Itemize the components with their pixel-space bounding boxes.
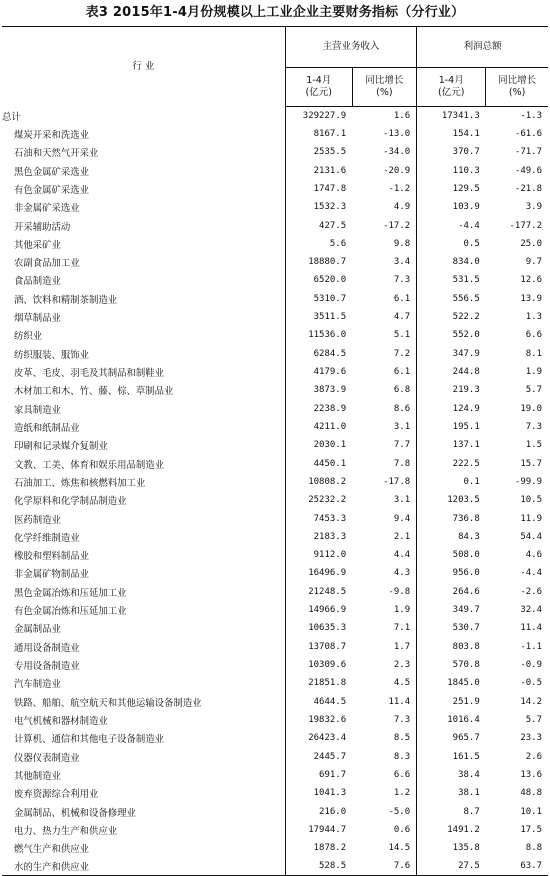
revenue-growth: -17.8 bbox=[383, 476, 411, 487]
profit-value: 244.8 bbox=[417, 363, 486, 381]
revenue-value: 21851.8 bbox=[285, 674, 352, 692]
profit-value: 124.9 bbox=[417, 400, 486, 418]
industry-name: 铁路、船舶、航空航天和其他运输设备制造业 bbox=[14, 697, 202, 709]
revenue-value: 6284.5 bbox=[285, 345, 352, 363]
table-row bbox=[2, 564, 548, 582]
revenue-value: 2131.6 bbox=[285, 161, 352, 179]
profit-value: 161.5 bbox=[417, 747, 486, 765]
revenue-growth: -5.0 bbox=[388, 806, 411, 817]
revenue-growth: -9.8 bbox=[388, 586, 411, 597]
industry-name: 煤炭开采和洗选业 bbox=[14, 129, 90, 141]
profit-growth: 15.7 bbox=[520, 458, 542, 469]
revenue-growth: -13.0 bbox=[383, 128, 411, 139]
profit-value: 556.5 bbox=[417, 290, 486, 308]
profit-growth: 7.3 bbox=[525, 421, 542, 432]
revenue-value: 25232.2 bbox=[285, 491, 352, 509]
profit-value: 27.5 bbox=[417, 857, 486, 875]
table-row bbox=[2, 271, 548, 289]
revenue-growth: 7.3 bbox=[393, 714, 411, 725]
industry-name: 造纸和纸制品业 bbox=[14, 422, 80, 434]
revenue-value: 2445.7 bbox=[285, 747, 352, 765]
profit-value: 1203.5 bbox=[417, 491, 486, 509]
industry-name: 水的生产和供应业 bbox=[2, 857, 285, 875]
revenue-value: 19832.6 bbox=[285, 711, 352, 729]
revenue-value: 17944.7 bbox=[285, 821, 352, 839]
table-row bbox=[2, 674, 548, 692]
table-row bbox=[2, 235, 548, 253]
profit-growth: -1.1 bbox=[520, 641, 542, 652]
revenue-growth: 0.6 bbox=[393, 824, 411, 835]
profit-value: 1845.0 bbox=[417, 674, 486, 692]
profit-value: 84.3 bbox=[417, 528, 486, 546]
table-row bbox=[2, 125, 548, 143]
profit-growth: -21.8 bbox=[514, 183, 542, 194]
table-row bbox=[2, 839, 548, 857]
revenue-value-header-line2: (亿元) bbox=[305, 87, 332, 98]
profit-value: 803.8 bbox=[417, 638, 486, 656]
profit-growth: 5.7 bbox=[525, 385, 542, 396]
profit-value: 530.7 bbox=[417, 619, 486, 637]
profit-growth: -0.9 bbox=[520, 660, 542, 671]
profit-growth: 6.6 bbox=[525, 330, 542, 341]
industry-name: 燃气生产和供应业 bbox=[14, 844, 90, 856]
profit-growth: -99.9 bbox=[514, 476, 542, 487]
revenue-value: 6520.0 bbox=[285, 271, 352, 289]
revenue-growth-header bbox=[352, 68, 417, 107]
revenue-value: 8167.1 bbox=[285, 125, 352, 143]
industry-name: 黑色金属矿采选业 bbox=[14, 166, 90, 178]
industry-name: 金属制品、机械和设备修理业 bbox=[14, 807, 136, 819]
industry-name: 电气机械和器材制造业 bbox=[14, 715, 108, 727]
profit-value: 370.7 bbox=[417, 143, 486, 161]
profit-growth: 12.6 bbox=[520, 275, 542, 286]
row-header: 行 业 bbox=[2, 27, 285, 107]
revenue-growth: 4.9 bbox=[393, 202, 411, 213]
profit-value: 17341.3 bbox=[417, 107, 486, 125]
revenue-value: 1041.3 bbox=[285, 784, 352, 802]
revenue-value: 3873.9 bbox=[285, 381, 352, 399]
revenue-growth: 4.7 bbox=[393, 312, 411, 323]
table-row bbox=[2, 619, 548, 637]
revenue-value: 691.7 bbox=[285, 766, 352, 784]
profit-value: 956.0 bbox=[417, 564, 486, 582]
profit-growth: -71.7 bbox=[514, 147, 542, 158]
revenue-growth: 4.4 bbox=[393, 550, 411, 561]
profit-growth: 3.9 bbox=[525, 202, 542, 213]
industry-name: 有色金属矿采选业 bbox=[14, 184, 90, 196]
profit-value: 264.6 bbox=[417, 583, 486, 601]
profit-growth: 4.6 bbox=[525, 550, 542, 561]
revenue-growth: 3.1 bbox=[393, 495, 411, 506]
profit-value-header-line1: 1-4月 bbox=[438, 75, 464, 86]
industry-name: 酒、饮料和精制茶制造业 bbox=[14, 294, 118, 306]
revenue-value-header-line1: 1-4月 bbox=[306, 75, 332, 86]
revenue-value: 11536.0 bbox=[285, 326, 352, 344]
profit-value: 0.1 bbox=[417, 473, 486, 491]
revenue-value: 10635.3 bbox=[285, 619, 352, 637]
industry-name: 化学纤维制造业 bbox=[14, 532, 80, 544]
table-row bbox=[2, 747, 548, 765]
revenue-growth: 8.5 bbox=[393, 733, 411, 744]
profit-growth: 10.1 bbox=[520, 806, 542, 817]
industry-name: 农副食品加工业 bbox=[14, 258, 80, 270]
profit-growth: 32.4 bbox=[520, 605, 542, 616]
profit-growth: 8.1 bbox=[525, 348, 542, 359]
revenue-growth: 9.4 bbox=[393, 513, 411, 524]
profit-value: 1491.2 bbox=[417, 821, 486, 839]
profit-growth: 1.5 bbox=[525, 440, 542, 451]
table-row bbox=[2, 546, 548, 564]
table-row bbox=[2, 143, 548, 161]
profit-growth: 5.7 bbox=[525, 714, 542, 725]
revenue-growth: 1.9 bbox=[393, 605, 411, 616]
table-row bbox=[2, 528, 548, 546]
revenue-value: 16496.9 bbox=[285, 564, 352, 582]
profit-growth: 17.5 bbox=[520, 824, 542, 835]
profit-value: 834.0 bbox=[417, 253, 486, 271]
profit-value: 522.2 bbox=[417, 308, 486, 326]
revenue-growth: 14.5 bbox=[388, 843, 411, 854]
industry-name: 文教、工美、体育和娱乐用品制造业 bbox=[14, 459, 165, 471]
profit-growth: 13.9 bbox=[520, 293, 542, 304]
revenue-growth: -20.9 bbox=[383, 165, 411, 176]
table-row bbox=[2, 400, 548, 418]
profit-value: 1016.4 bbox=[417, 711, 486, 729]
revenue-growth: 7.6 bbox=[352, 857, 417, 875]
revenue-value: 5310.7 bbox=[285, 290, 352, 308]
profit-growth: 9.7 bbox=[525, 257, 542, 268]
revenue-growth: 3.4 bbox=[393, 257, 411, 268]
revenue-growth: 5.1 bbox=[393, 330, 411, 341]
profit-growth: 14.2 bbox=[520, 696, 542, 707]
revenue-growth: 7.1 bbox=[393, 623, 411, 634]
revenue-growth: 8.6 bbox=[393, 403, 411, 414]
table-row bbox=[2, 107, 548, 125]
revenue-value: 216.0 bbox=[285, 802, 352, 820]
table-row bbox=[2, 638, 548, 656]
revenue-growth: 1.7 bbox=[393, 641, 411, 652]
industry-name: 食品制造业 bbox=[14, 276, 61, 288]
profit-group-header: 利润总额 bbox=[417, 27, 548, 68]
profit-value-header bbox=[417, 68, 486, 107]
table-row bbox=[2, 857, 548, 875]
table-row bbox=[2, 711, 548, 729]
industry-name: 其他采矿业 bbox=[14, 239, 61, 251]
industry-name: 家具制造业 bbox=[14, 404, 61, 416]
table-row bbox=[2, 308, 548, 326]
revenue-growth: -1.2 bbox=[388, 183, 411, 194]
profit-value: 965.7 bbox=[417, 729, 486, 747]
table-row bbox=[2, 601, 548, 619]
profit-growth: 10.5 bbox=[520, 495, 542, 506]
table-row bbox=[2, 253, 548, 271]
profit-growth-header bbox=[486, 68, 548, 107]
industry-name: 仪器仪表制造业 bbox=[14, 752, 80, 764]
industry-name: 木材加工和木、竹、藤、棕、草制品业 bbox=[14, 386, 174, 398]
profit-growth: -4.4 bbox=[520, 568, 542, 579]
revenue-growth: 8.3 bbox=[393, 751, 411, 762]
revenue-value: 2535.5 bbox=[285, 143, 352, 161]
revenue-growth: 6.6 bbox=[393, 769, 411, 780]
revenue-value: 1747.8 bbox=[285, 180, 352, 198]
industry-name: 汽车制造业 bbox=[14, 679, 61, 691]
table-row bbox=[2, 491, 548, 509]
table-row bbox=[2, 363, 548, 381]
revenue-growth: 2.3 bbox=[393, 660, 411, 671]
profit-value: 349.7 bbox=[417, 601, 486, 619]
revenue-value: 4450.1 bbox=[285, 454, 352, 472]
profit-value-header-line2: (亿元) bbox=[437, 87, 465, 98]
profit-growth: 25.0 bbox=[520, 238, 542, 249]
table-row bbox=[2, 198, 548, 216]
profit-growth: 11.4 bbox=[520, 623, 542, 634]
revenue-growth: 4.3 bbox=[393, 568, 411, 579]
profit-value: 222.5 bbox=[417, 454, 486, 472]
industry-name: 专用设备制造业 bbox=[14, 661, 80, 673]
revenue-growth-header-line1: 同比增长 bbox=[365, 75, 404, 86]
revenue-value: 4211.0 bbox=[285, 418, 352, 436]
profit-value: 103.9 bbox=[417, 198, 486, 216]
revenue-value: 4644.5 bbox=[285, 693, 352, 711]
revenue-value: 9112.0 bbox=[285, 546, 352, 564]
profit-value: 531.5 bbox=[417, 271, 486, 289]
revenue-value: 10808.2 bbox=[285, 473, 352, 491]
industry-name: 烟草制品业 bbox=[14, 313, 61, 325]
profit-value: 135.8 bbox=[417, 839, 486, 857]
table-row bbox=[2, 656, 548, 674]
industry-name: 计算机、通信和其他电子设备制造业 bbox=[14, 734, 165, 746]
profit-value: 508.0 bbox=[417, 546, 486, 564]
table-row bbox=[2, 418, 548, 436]
industry-name: 黑色金属冶炼和压延加工业 bbox=[14, 587, 127, 599]
profit-value: 38.4 bbox=[417, 766, 486, 784]
revenue-growth: 6.1 bbox=[393, 367, 411, 378]
revenue-value: 26423.4 bbox=[285, 729, 352, 747]
industry-name: 化学原料和化学制品制造业 bbox=[14, 496, 127, 508]
table-row bbox=[2, 381, 548, 399]
revenue-value: 7453.3 bbox=[285, 509, 352, 527]
table-row bbox=[2, 216, 548, 234]
profit-value: 0.5 bbox=[417, 235, 486, 253]
table-row bbox=[2, 326, 548, 344]
profit-value: 38.1 bbox=[417, 784, 486, 802]
revenue-growth: 2.1 bbox=[393, 531, 411, 542]
profit-value: 137.1 bbox=[417, 436, 486, 454]
industry-name: 非金属矿采选业 bbox=[14, 203, 80, 215]
profit-growth: 1.9 bbox=[525, 367, 542, 378]
profit-value: 570.8 bbox=[417, 656, 486, 674]
revenue-value: 13708.7 bbox=[285, 638, 352, 656]
industry-name: 废弃资源综合利用业 bbox=[14, 789, 99, 801]
revenue-growth: 7.8 bbox=[393, 458, 411, 469]
industry-name: 开采辅助活动 bbox=[14, 221, 71, 233]
table-row bbox=[2, 821, 548, 839]
profit-value: -4.4 bbox=[417, 216, 486, 234]
revenue-value: 5.6 bbox=[285, 235, 352, 253]
revenue-value: 2238.9 bbox=[285, 400, 352, 418]
profit-value: 8.7 bbox=[417, 802, 486, 820]
industry-name: 非金属矿物制品业 bbox=[14, 569, 90, 581]
table-row bbox=[2, 454, 548, 472]
revenue-growth: 7.2 bbox=[393, 348, 411, 359]
revenue-value: 18880.7 bbox=[285, 253, 352, 271]
revenue-value: 427.5 bbox=[285, 216, 352, 234]
industry-name: 医药制造业 bbox=[14, 514, 61, 526]
profit-growth: 19.0 bbox=[520, 403, 542, 414]
profit-value: 736.8 bbox=[417, 509, 486, 527]
table-row bbox=[2, 509, 548, 527]
revenue-value: 1878.2 bbox=[285, 839, 352, 857]
revenue-growth: 7.7 bbox=[393, 440, 411, 451]
revenue-value: 4179.6 bbox=[285, 363, 352, 381]
profit-value: 347.9 bbox=[417, 345, 486, 363]
table-row bbox=[2, 802, 548, 820]
revenue-value: 21248.5 bbox=[285, 583, 352, 601]
table-row bbox=[2, 693, 548, 711]
revenue-value: 2030.1 bbox=[285, 436, 352, 454]
industry-name: 皮革、毛皮、羽毛及其制品和制鞋业 bbox=[14, 368, 165, 380]
industry-name: 金属制品业 bbox=[14, 624, 61, 636]
revenue-value: 329227.9 bbox=[285, 107, 352, 125]
revenue-value: 2183.3 bbox=[285, 528, 352, 546]
profit-growth: 63.7 bbox=[486, 857, 548, 875]
revenue-growth: 1.6 bbox=[393, 110, 411, 121]
profit-growth: -1.3 bbox=[520, 110, 542, 121]
profit-value: 219.3 bbox=[417, 381, 486, 399]
industry-name: 其他制造业 bbox=[14, 770, 61, 782]
table-row bbox=[2, 784, 548, 802]
table-row bbox=[2, 161, 548, 179]
industry-name: 印刷和记录媒介复制业 bbox=[14, 441, 108, 453]
revenue-value: 14966.9 bbox=[285, 601, 352, 619]
revenue-growth: 9.8 bbox=[393, 238, 411, 249]
profit-growth: 2.6 bbox=[525, 751, 542, 762]
industry-name: 电力、热力生产和供应业 bbox=[14, 825, 118, 837]
profit-value: 129.5 bbox=[417, 180, 486, 198]
industry-name: 纺织业 bbox=[14, 331, 43, 343]
revenue-value: 10309.6 bbox=[285, 656, 352, 674]
table-row bbox=[2, 473, 548, 491]
profit-growth: -61.6 bbox=[514, 128, 542, 139]
table-row bbox=[2, 583, 548, 601]
profit-growth: 23.3 bbox=[520, 733, 542, 744]
revenue-value: 528.5 bbox=[285, 857, 352, 875]
industry-name: 橡胶和塑料制品业 bbox=[14, 551, 90, 563]
profit-growth: 1.3 bbox=[525, 312, 542, 323]
profit-growth: -177.2 bbox=[509, 220, 542, 231]
revenue-value: 1532.3 bbox=[285, 198, 352, 216]
table-row bbox=[2, 766, 548, 784]
industry-name: 通用设备制造业 bbox=[14, 642, 80, 654]
industry-name: 纺织服装、服饰业 bbox=[14, 349, 90, 361]
table-row bbox=[2, 436, 548, 454]
revenue-growth: 1.2 bbox=[393, 788, 411, 799]
revenue-value-header bbox=[285, 68, 352, 107]
industry-name: 总计 bbox=[2, 111, 21, 123]
industry-name: 有色金属冶炼和压延加工业 bbox=[14, 606, 127, 618]
table-row bbox=[2, 290, 548, 308]
profit-value: 251.9 bbox=[417, 693, 486, 711]
profit-value: 154.1 bbox=[417, 125, 486, 143]
profit-growth: -0.5 bbox=[520, 678, 542, 689]
revenue-growth-header-line2: (%) bbox=[376, 87, 393, 98]
profit-growth: 54.4 bbox=[520, 531, 542, 542]
table-row bbox=[2, 345, 548, 363]
table-row bbox=[2, 180, 548, 198]
profit-growth-header-line2: (%) bbox=[508, 87, 526, 98]
revenue-growth: 6.1 bbox=[393, 293, 411, 304]
revenue-group-header: 主营业务收入 bbox=[285, 27, 416, 68]
revenue-growth: -17.2 bbox=[383, 220, 411, 231]
revenue-growth: 11.4 bbox=[388, 696, 411, 707]
table-body bbox=[2, 107, 548, 876]
revenue-growth: 7.3 bbox=[393, 275, 411, 286]
profit-value: 110.3 bbox=[417, 161, 486, 179]
industry-name: 石油加工、炼焦和核燃料加工业 bbox=[14, 477, 146, 489]
revenue-growth: 4.5 bbox=[393, 678, 411, 689]
profit-growth: -2.6 bbox=[520, 586, 542, 597]
financial-table bbox=[2, 26, 548, 876]
profit-value: 195.1 bbox=[417, 418, 486, 436]
profit-growth: 8.8 bbox=[525, 843, 542, 854]
profit-growth: 11.9 bbox=[520, 513, 542, 524]
profit-growth: 48.8 bbox=[520, 788, 542, 799]
profit-growth: 13.6 bbox=[520, 769, 542, 780]
revenue-growth: 3.1 bbox=[393, 421, 411, 432]
revenue-growth: 6.8 bbox=[393, 385, 411, 396]
table-row bbox=[2, 729, 548, 747]
industry-name: 石油和天然气开采业 bbox=[14, 148, 99, 160]
profit-value: 552.0 bbox=[417, 326, 486, 344]
revenue-value: 3511.5 bbox=[285, 308, 352, 326]
profit-growth: -49.6 bbox=[514, 165, 542, 176]
table-title: 表3 2015年1-4月份规模以上工业企业主要财务指标（分行业） bbox=[85, 5, 465, 20]
revenue-growth: -34.0 bbox=[383, 147, 411, 158]
profit-growth-header-line1: 同比增长 bbox=[498, 75, 537, 86]
